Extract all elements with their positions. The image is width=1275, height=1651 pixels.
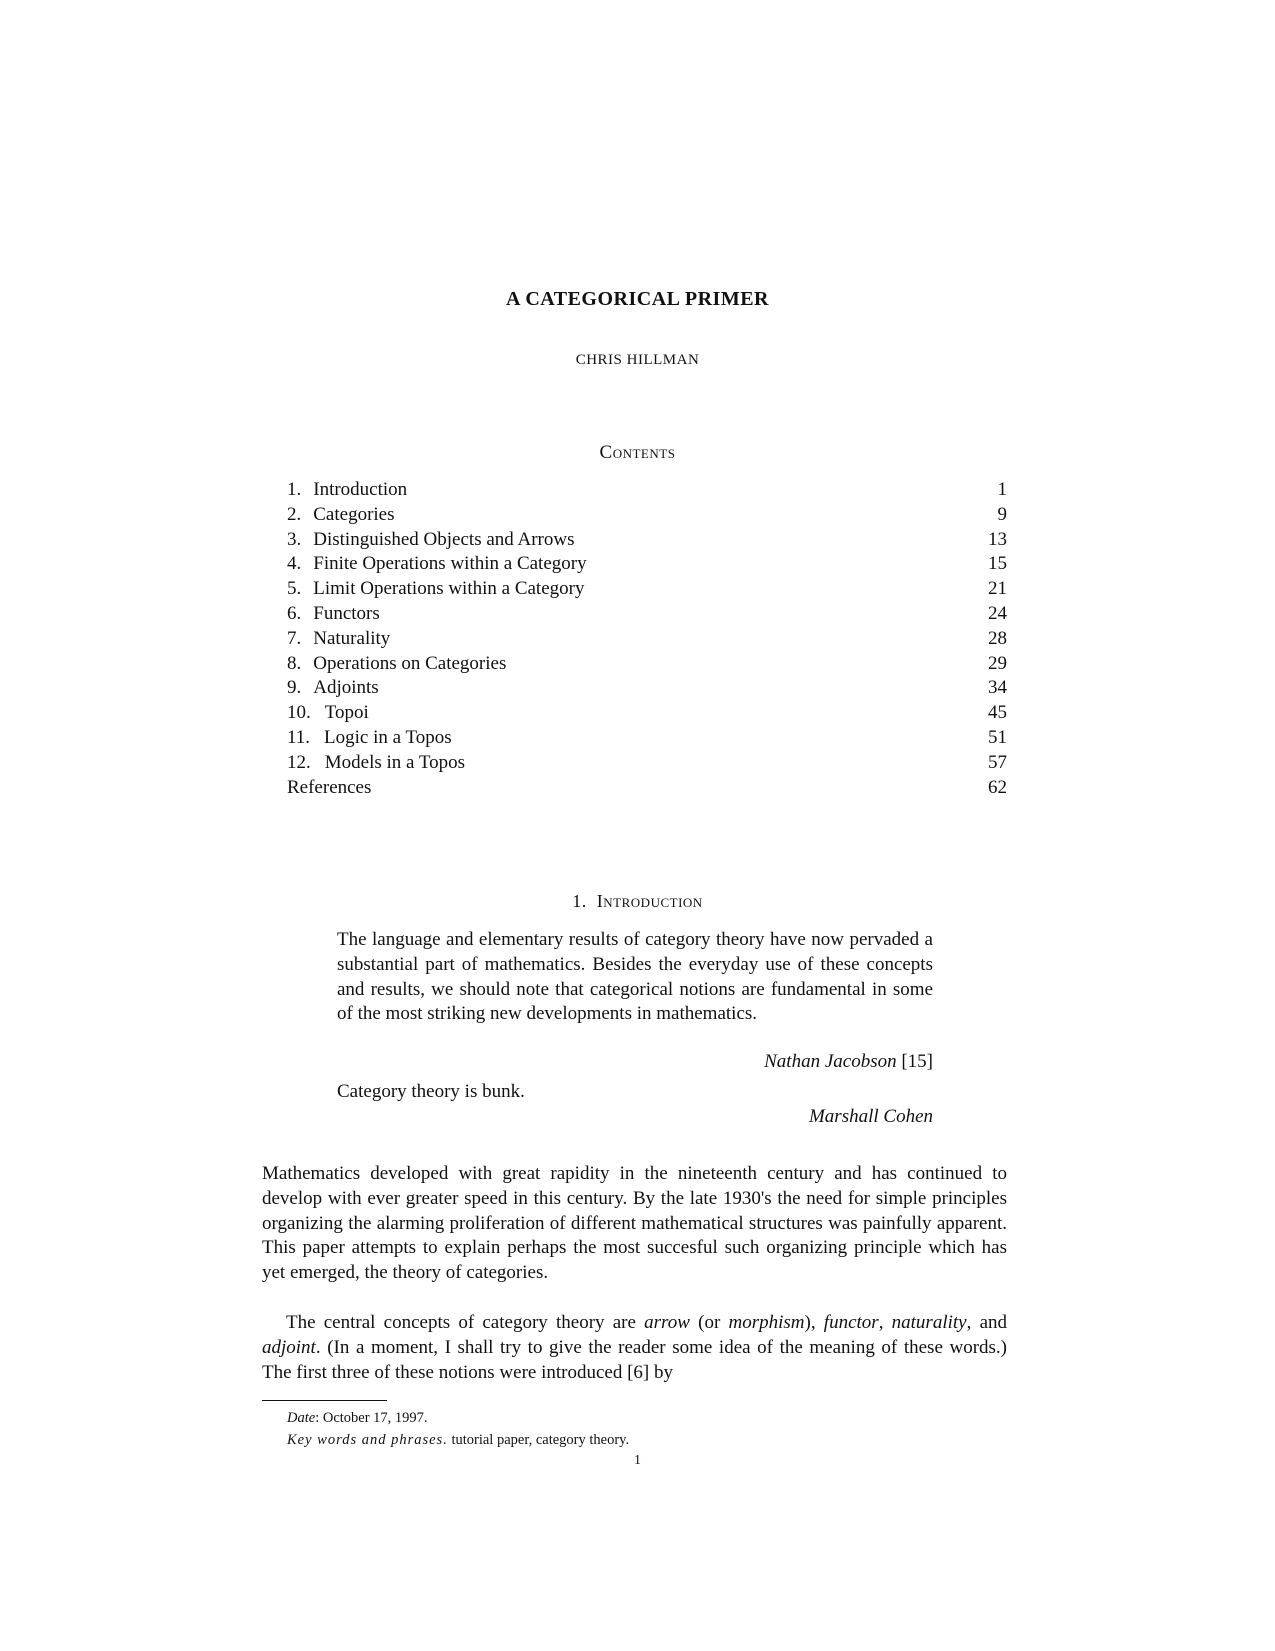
text-run: , and bbox=[966, 1312, 1008, 1333]
epigraph-quote: Category theory is bunk. bbox=[337, 1081, 525, 1102]
footnote-text: tutorial paper, category theory. bbox=[447, 1432, 630, 1448]
toc-label: Introduction bbox=[313, 479, 408, 500]
toc-label: Limit Operations within a Category bbox=[313, 578, 585, 600]
toc-page: 24 bbox=[988, 602, 1007, 624]
page-number: 1 bbox=[634, 1453, 641, 1468]
text-run: . (In a moment, I shall try to give the reader some idea of the meaning of these words.) The first three of these notions were introduced [6] by bbox=[262, 1336, 1007, 1383]
toc-page: 29 bbox=[988, 652, 1007, 674]
toc-label: References bbox=[287, 776, 372, 798]
toc-number: 1. bbox=[287, 479, 302, 500]
toc-page: 45 bbox=[988, 702, 1007, 724]
term-emphasis: adjoint bbox=[262, 1336, 316, 1358]
toc-entry[interactable] bbox=[287, 503, 1007, 528]
text-run: (or bbox=[689, 1312, 729, 1333]
toc-number: 6. bbox=[287, 602, 302, 624]
text-run: The central concepts of category theory are bbox=[286, 1312, 645, 1333]
toc-entry[interactable] bbox=[287, 528, 1007, 553]
toc-number: 11. bbox=[287, 726, 311, 748]
toc-entry[interactable] bbox=[287, 478, 1007, 503]
toc-page: 13 bbox=[988, 528, 1007, 550]
toc-label: Categories bbox=[313, 503, 395, 525]
toc-entry[interactable] bbox=[287, 676, 1007, 701]
toc-entry[interactable] bbox=[287, 602, 1007, 627]
footnote-keywords bbox=[287, 1430, 629, 1451]
toc-page: 15 bbox=[988, 553, 1007, 575]
term-emphasis: naturality bbox=[891, 1312, 967, 1333]
toc-page: 9 bbox=[997, 503, 1007, 525]
toc-page: 34 bbox=[988, 677, 1007, 699]
toc-page: 57 bbox=[988, 751, 1007, 773]
toc-label: Logic in a Topos bbox=[324, 726, 452, 748]
toc-label: Functors bbox=[313, 602, 380, 624]
epigraph-quote: The language and elementary results of category theory have now pervaded a substantial part of mathematics. Besides the everyday use of these concepts and results, we should note that categorical notions are fundamental in some of the most striking new developments in mathematics. bbox=[337, 929, 933, 1025]
toc-page: 62 bbox=[988, 776, 1007, 798]
toc-number: 9. bbox=[287, 677, 302, 699]
author-name: CHRIS HILLMAN bbox=[575, 352, 700, 368]
contents-heading: Contents bbox=[599, 442, 676, 463]
toc-number: 5. bbox=[287, 578, 302, 600]
footnote-date bbox=[287, 1408, 428, 1429]
toc-label: Adjoints bbox=[313, 677, 379, 699]
quote-author: Marshall Cohen bbox=[808, 1106, 933, 1127]
toc-number: 7. bbox=[287, 627, 302, 649]
footnote-rule bbox=[262, 1400, 387, 1401]
text-run: ), bbox=[804, 1312, 824, 1333]
toc-entry[interactable] bbox=[287, 552, 1007, 577]
toc-label: Naturality bbox=[313, 627, 391, 649]
term-emphasis: functor bbox=[823, 1312, 879, 1333]
epigraph-attribution bbox=[337, 1051, 933, 1073]
citation-link[interactable]: [15] bbox=[901, 1051, 933, 1072]
toc-entry[interactable] bbox=[287, 701, 1007, 726]
section-number: 1. bbox=[572, 891, 587, 911]
body-paragraph bbox=[262, 1311, 1007, 1385]
toc-entry-references[interactable] bbox=[287, 776, 1007, 801]
toc-page: 1 bbox=[997, 479, 1007, 500]
toc-label: Finite Operations within a Category bbox=[313, 553, 587, 575]
section-title: Introduction bbox=[596, 891, 703, 911]
text-run: , bbox=[878, 1312, 892, 1333]
section-heading bbox=[0, 891, 1275, 912]
quote-author: Nathan Jacobson bbox=[764, 1051, 897, 1072]
toc-label: Distinguished Objects and Arrows bbox=[313, 528, 575, 550]
footnote-label: Key words and phrases. bbox=[287, 1432, 448, 1448]
toc-entry[interactable] bbox=[287, 751, 1007, 776]
term-emphasis: morphism bbox=[728, 1312, 805, 1333]
toc-entry[interactable] bbox=[287, 627, 1007, 652]
body-paragraph: Mathematics developed with great rapidity in the nineteenth century and has continued to develop with ever greater speed in this century. By the late 1930's the need for simple principles organizing the alarming proliferation of different mathematical structures was painfully apparent. This paper attempts to explain perhaps the most succesful such organizing principle which has yet emerged, the theory of categories. bbox=[262, 1163, 1007, 1284]
toc-entry[interactable] bbox=[287, 652, 1007, 677]
paper-title: A CATEGORICAL PRIMER bbox=[506, 288, 769, 310]
toc-label: Models in a Topos bbox=[324, 751, 466, 773]
toc-number: 12. bbox=[287, 751, 311, 773]
toc-label: Topoi bbox=[324, 702, 369, 724]
toc-entry[interactable] bbox=[287, 577, 1007, 602]
toc-page: 28 bbox=[988, 627, 1007, 649]
footnote-label: Date bbox=[287, 1410, 316, 1426]
footnote-text: : October 17, 1997. bbox=[315, 1410, 428, 1426]
table-of-contents bbox=[287, 478, 1007, 800]
toc-number: 4. bbox=[287, 553, 302, 575]
toc-entry[interactable] bbox=[287, 726, 1007, 751]
toc-page: 21 bbox=[988, 578, 1007, 600]
term-emphasis: arrow bbox=[644, 1312, 690, 1333]
toc-number: 8. bbox=[287, 652, 302, 674]
toc-label: Operations on Categories bbox=[313, 652, 507, 674]
toc-number: 10. bbox=[287, 702, 311, 724]
toc-number: 2. bbox=[287, 503, 302, 525]
toc-page: 51 bbox=[988, 726, 1007, 748]
toc-number: 3. bbox=[287, 528, 302, 550]
